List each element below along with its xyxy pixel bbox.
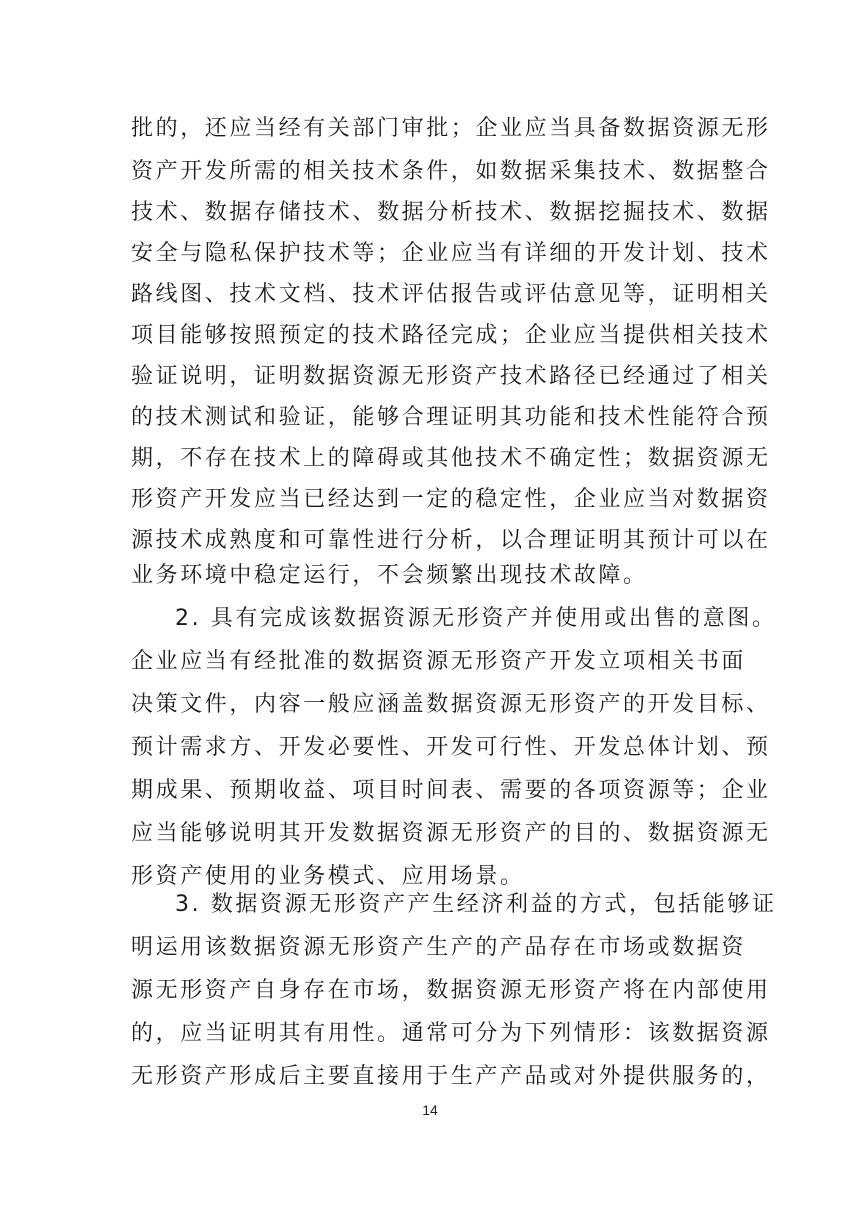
page-number: 14 <box>422 1102 438 1118</box>
text-line: 3. 数据资源无形资产产生经济利益的方式，包括能够证 <box>175 892 777 917</box>
text-line: 业务环境中稳定运行，不会频繁出现技术故障。 <box>131 563 648 588</box>
text-line: 期成果、预期收益、项目时间表、需要的各项资源等；企业 <box>131 778 771 803</box>
text-line: 形资产开发应当已经达到一定的稳定性，企业应当对数据资 <box>131 487 771 512</box>
text-line: 预计需求方、开发必要性、开发可行性、开发总体计划、预 <box>131 735 771 760</box>
text-line: 技术、数据存储技术、数据分析技术、数据挖掘技术、数据 <box>131 200 771 225</box>
text-line: 期，不存在技术上的障碍或其他技术不确定性；数据资源无 <box>131 446 771 471</box>
text-line: 无形资产形成后主要直接用于生产产品或对外提供服务的， <box>131 1064 771 1089</box>
text-line: 安全与隐私保护技术等；企业应当有详细的开发计划、技术 <box>131 241 771 266</box>
text-line: 2. 具有完成该数据资源无形资产并使用或出售的意图。 <box>175 606 777 631</box>
text-line: 决策文件，内容一般应涵盖数据资源无形资产的开发目标、 <box>131 692 771 717</box>
text-line: 明运用该数据资源无形资产生产的产品存在市场或数据资 <box>131 935 747 960</box>
text-line: 验证说明，证明数据资源无形资产技术路径已经通过了相关 <box>131 364 771 389</box>
text-line: 批的，还应当经有关部门审批；企业应当具备数据资源无形 <box>131 116 771 141</box>
text-line: 路线图、技术文档、技术评估报告或评估意见等，证明相关 <box>131 282 771 307</box>
text-line: 的，应当证明其有用性。通常可分为下列情形：该数据资源 <box>131 1021 771 1046</box>
text-line: 资产开发所需的相关技术条件，如数据采集技术、数据整合 <box>131 159 771 184</box>
text-line: 项目能够按照预定的技术路径完成；企业应当提供相关技术 <box>131 323 771 348</box>
text-line: 的技术测试和验证，能够合理证明其功能和技术性能符合预 <box>131 405 771 430</box>
text-line: 应当能够说明其开发数据资源无形资产的目的、数据资源无 <box>131 821 771 846</box>
text-line: 形资产使用的业务模式、应用场景。 <box>131 864 525 889</box>
text-line: 源技术成熟度和可靠性进行分析，以合理证明其预计可以在 <box>131 528 771 553</box>
text-line: 企业应当有经批准的数据资源无形资产开发立项相关书面 <box>131 649 747 674</box>
text-line: 源无形资产自身存在市场，数据资源无形资产将在内部使用 <box>131 978 771 1003</box>
